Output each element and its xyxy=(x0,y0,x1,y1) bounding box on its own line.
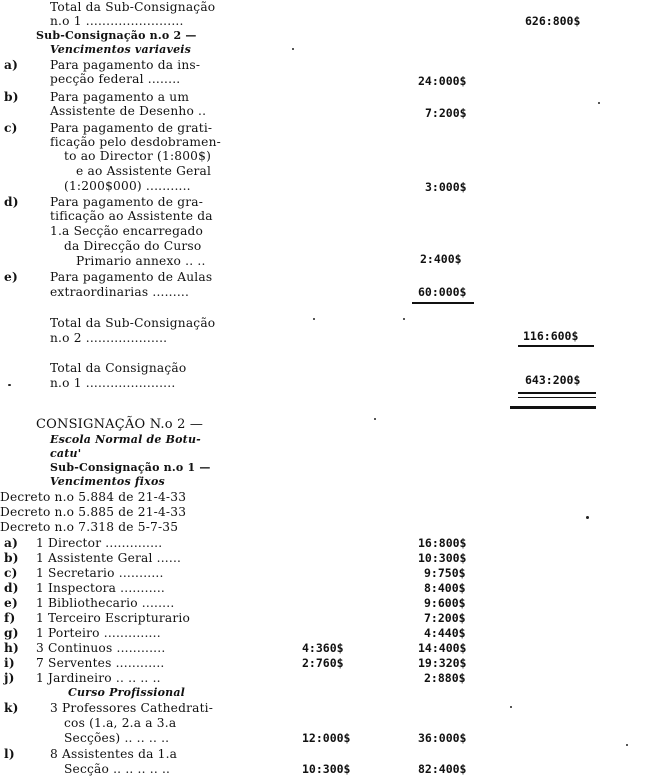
total-consig1-label-line2: n.o 1 ...................... xyxy=(50,376,176,390)
total-sub2-value: 116:600$ xyxy=(523,329,579,343)
decree-2: Decreto n.o 5.885 de 21-4-33 xyxy=(0,505,187,519)
consig2-item-e-letter: e) xyxy=(4,596,18,610)
consig2-item-h-text: 3 Continuos ............ xyxy=(36,641,166,655)
sub2-item-c-line1: Para pagamento de grati- xyxy=(50,121,213,135)
decree-1: Decreto n.o 5.884 de 21-4-33 xyxy=(0,490,187,504)
sub2-item-d-line1: Para pagamento de gra- xyxy=(50,195,204,209)
scan-speck xyxy=(374,418,376,420)
sub2-item-e-letter: e) xyxy=(4,270,18,284)
consig2-item-b-letter: b) xyxy=(4,551,19,565)
sub2-item-b-letter: b) xyxy=(4,90,19,104)
total-sub1-label-line2: n.o 1 ........................ xyxy=(50,14,184,28)
consig2-item-h-partial: 4:360$ xyxy=(302,641,344,655)
consig2-item-k-line1: 3 Professores Cathedrati- xyxy=(50,701,214,715)
consig2-item-k-line3: Secções) .. .. .. .. xyxy=(64,731,170,745)
scan-speck xyxy=(313,318,315,320)
consig2-item-l-line1: 8 Assistentes da 1.a xyxy=(50,747,178,761)
sub2-item-b-line1: Para pagamento a um xyxy=(50,90,190,104)
sub2-item-c-letter: c) xyxy=(4,121,18,135)
consig2-school-line2: catu' xyxy=(50,447,82,460)
total-sub2-label-line2: n.o 2 .................... xyxy=(50,331,168,345)
consig2-item-f-value: 7:200$ xyxy=(424,611,466,625)
consig2-item-l-value: 82:400$ xyxy=(418,762,467,776)
sub2-item-d-value: 2:400$ xyxy=(420,252,462,266)
sub2-title: Sub-Consignação n.o 2 — xyxy=(36,29,197,42)
decree-3: Decreto n.o 7.318 de 5-7-35 xyxy=(0,520,179,534)
consig2-title: CONSIGNAÇÃO N.o 2 — xyxy=(36,417,204,432)
sub2-item-c-line4: e ao Assistente Geral xyxy=(76,164,212,178)
sub2-item-d-line5: Primario annexo .. .. xyxy=(76,254,206,268)
total-consig1-value: 643:200$ xyxy=(525,373,581,387)
sub2-item-c-line2: ficação pelo desdobramen- xyxy=(50,135,221,149)
sub2-item-e-line2: extraordinarias ......... xyxy=(50,285,190,299)
sub2-item-d-line3: 1.a Secção encarregado xyxy=(50,224,204,238)
consig2-item-i-text: 7 Serventes ............ xyxy=(36,656,165,670)
sub2-subtitle: Vencimentos variaveis xyxy=(50,43,192,56)
consig2-school-line1: Escola Normal de Botu- xyxy=(50,433,201,446)
scan-speck xyxy=(403,318,405,320)
scan-speck xyxy=(8,384,11,386)
consig2-item-a-text: 1 Director .............. xyxy=(36,536,163,550)
total-sub1-label-line1: Total da Sub-Consignação xyxy=(50,0,216,14)
consig2-item-k-partial: 12:000$ xyxy=(302,731,351,745)
sub2-item-a-line2: pecção federal ........ xyxy=(50,72,181,86)
consig2-item-i-partial: 2:760$ xyxy=(302,656,344,670)
scan-speck xyxy=(598,102,600,104)
sub2-item-e-line1: Para pagamento de Aulas xyxy=(50,270,213,284)
consig2-item-c-text: 1 Secretario ........... xyxy=(36,566,164,580)
scan-speck xyxy=(586,516,589,519)
consig2-item-l-line2: Secção .. .. .. .. .. xyxy=(64,762,171,776)
sub2-item-a-letter: a) xyxy=(4,58,19,72)
consig2-item-d-letter: d) xyxy=(4,581,19,595)
total-sub2-label-line1: Total da Sub-Consignação xyxy=(50,316,216,330)
total-consig1-rule-2 xyxy=(518,397,596,398)
consig2-item-a-value: 16:800$ xyxy=(418,536,467,550)
scan-speck xyxy=(510,706,512,708)
consig2-item-c-value: 9:750$ xyxy=(424,566,466,580)
consig2-item-b-text: 1 Assistente Geral ...... xyxy=(36,551,182,565)
consig2-item-f-letter: f) xyxy=(4,611,16,625)
consig2-sub-subtitle: Vencimentos fixos xyxy=(50,475,165,488)
consig2-item-i-letter: i) xyxy=(4,656,15,670)
total-consig1-rule-3 xyxy=(510,406,596,409)
consig2-item-i-value: 19:320$ xyxy=(418,656,467,670)
consig2-item-b-value: 10:300$ xyxy=(418,551,467,565)
consig2-item-d-value: 8:400$ xyxy=(424,581,466,595)
total-consig1-rule-1 xyxy=(518,392,596,394)
consig2-item-c-letter: c) xyxy=(4,566,18,580)
consig2-item-e-text: 1 Bibliothecario ........ xyxy=(36,596,175,610)
total-sub2-rule xyxy=(518,345,594,347)
sub2-item-e-value: 60:000$ xyxy=(418,285,467,299)
sub2-item-d-line2: tificação ao Assistente da xyxy=(50,209,213,223)
sub2-item-b-value: 7:200$ xyxy=(425,106,467,120)
consig2-item-l-letter: l) xyxy=(4,747,15,761)
consig2-item-l-partial: 10:300$ xyxy=(302,762,351,776)
total-sub1-value: 626:800$ xyxy=(525,14,581,28)
sub2-rule xyxy=(412,302,474,304)
scan-speck xyxy=(626,744,628,746)
curso-profissional-heading: Curso Profissional xyxy=(68,686,186,699)
consig2-item-j-value: 2:880$ xyxy=(424,671,466,685)
consig2-sub-title: Sub-Consignação n.o 1 — xyxy=(50,461,211,474)
consig2-item-k-letter: k) xyxy=(4,701,19,715)
sub2-item-b-line2: Assistente de Desenho .. xyxy=(50,104,207,118)
consig2-item-j-text: 1 Jardineiro .. .. .. .. xyxy=(36,671,161,685)
consig2-item-g-value: 4:440$ xyxy=(424,626,466,640)
consig2-item-g-text: 1 Porteiro .............. xyxy=(36,626,161,640)
sub2-item-d-letter: d) xyxy=(4,195,19,209)
sub2-item-c-value: 3:000$ xyxy=(425,180,467,194)
sub2-item-c-line5: (1:200$000) ........... xyxy=(64,179,191,193)
sub2-item-a-line1: Para pagamento da ins- xyxy=(50,58,201,72)
sub2-item-d-line4: da Direcção do Curso xyxy=(64,239,202,253)
consig2-item-k-value: 36:000$ xyxy=(418,731,467,745)
consig2-item-h-letter: h) xyxy=(4,641,20,655)
consig2-item-d-text: 1 Inspectora ........... xyxy=(36,581,166,595)
sub2-item-a-value: 24:000$ xyxy=(418,74,467,88)
consig2-item-h-value: 14:400$ xyxy=(418,641,467,655)
sub2-item-c-line3: to ao Director (1:800$) xyxy=(64,149,212,163)
scan-speck xyxy=(292,48,294,50)
consig2-item-k-line2: cos (1.a, 2.a a 3.a xyxy=(64,716,177,730)
consig2-item-g-letter: g) xyxy=(4,626,19,640)
consig2-item-j-letter: j) xyxy=(4,671,15,685)
total-consig1-label-line1: Total da Consignação xyxy=(50,361,187,375)
consig2-item-e-value: 9:600$ xyxy=(424,596,466,610)
consig2-item-f-text: 1 Terceiro Escripturario xyxy=(36,611,191,625)
consig2-item-a-letter: a) xyxy=(4,536,19,550)
